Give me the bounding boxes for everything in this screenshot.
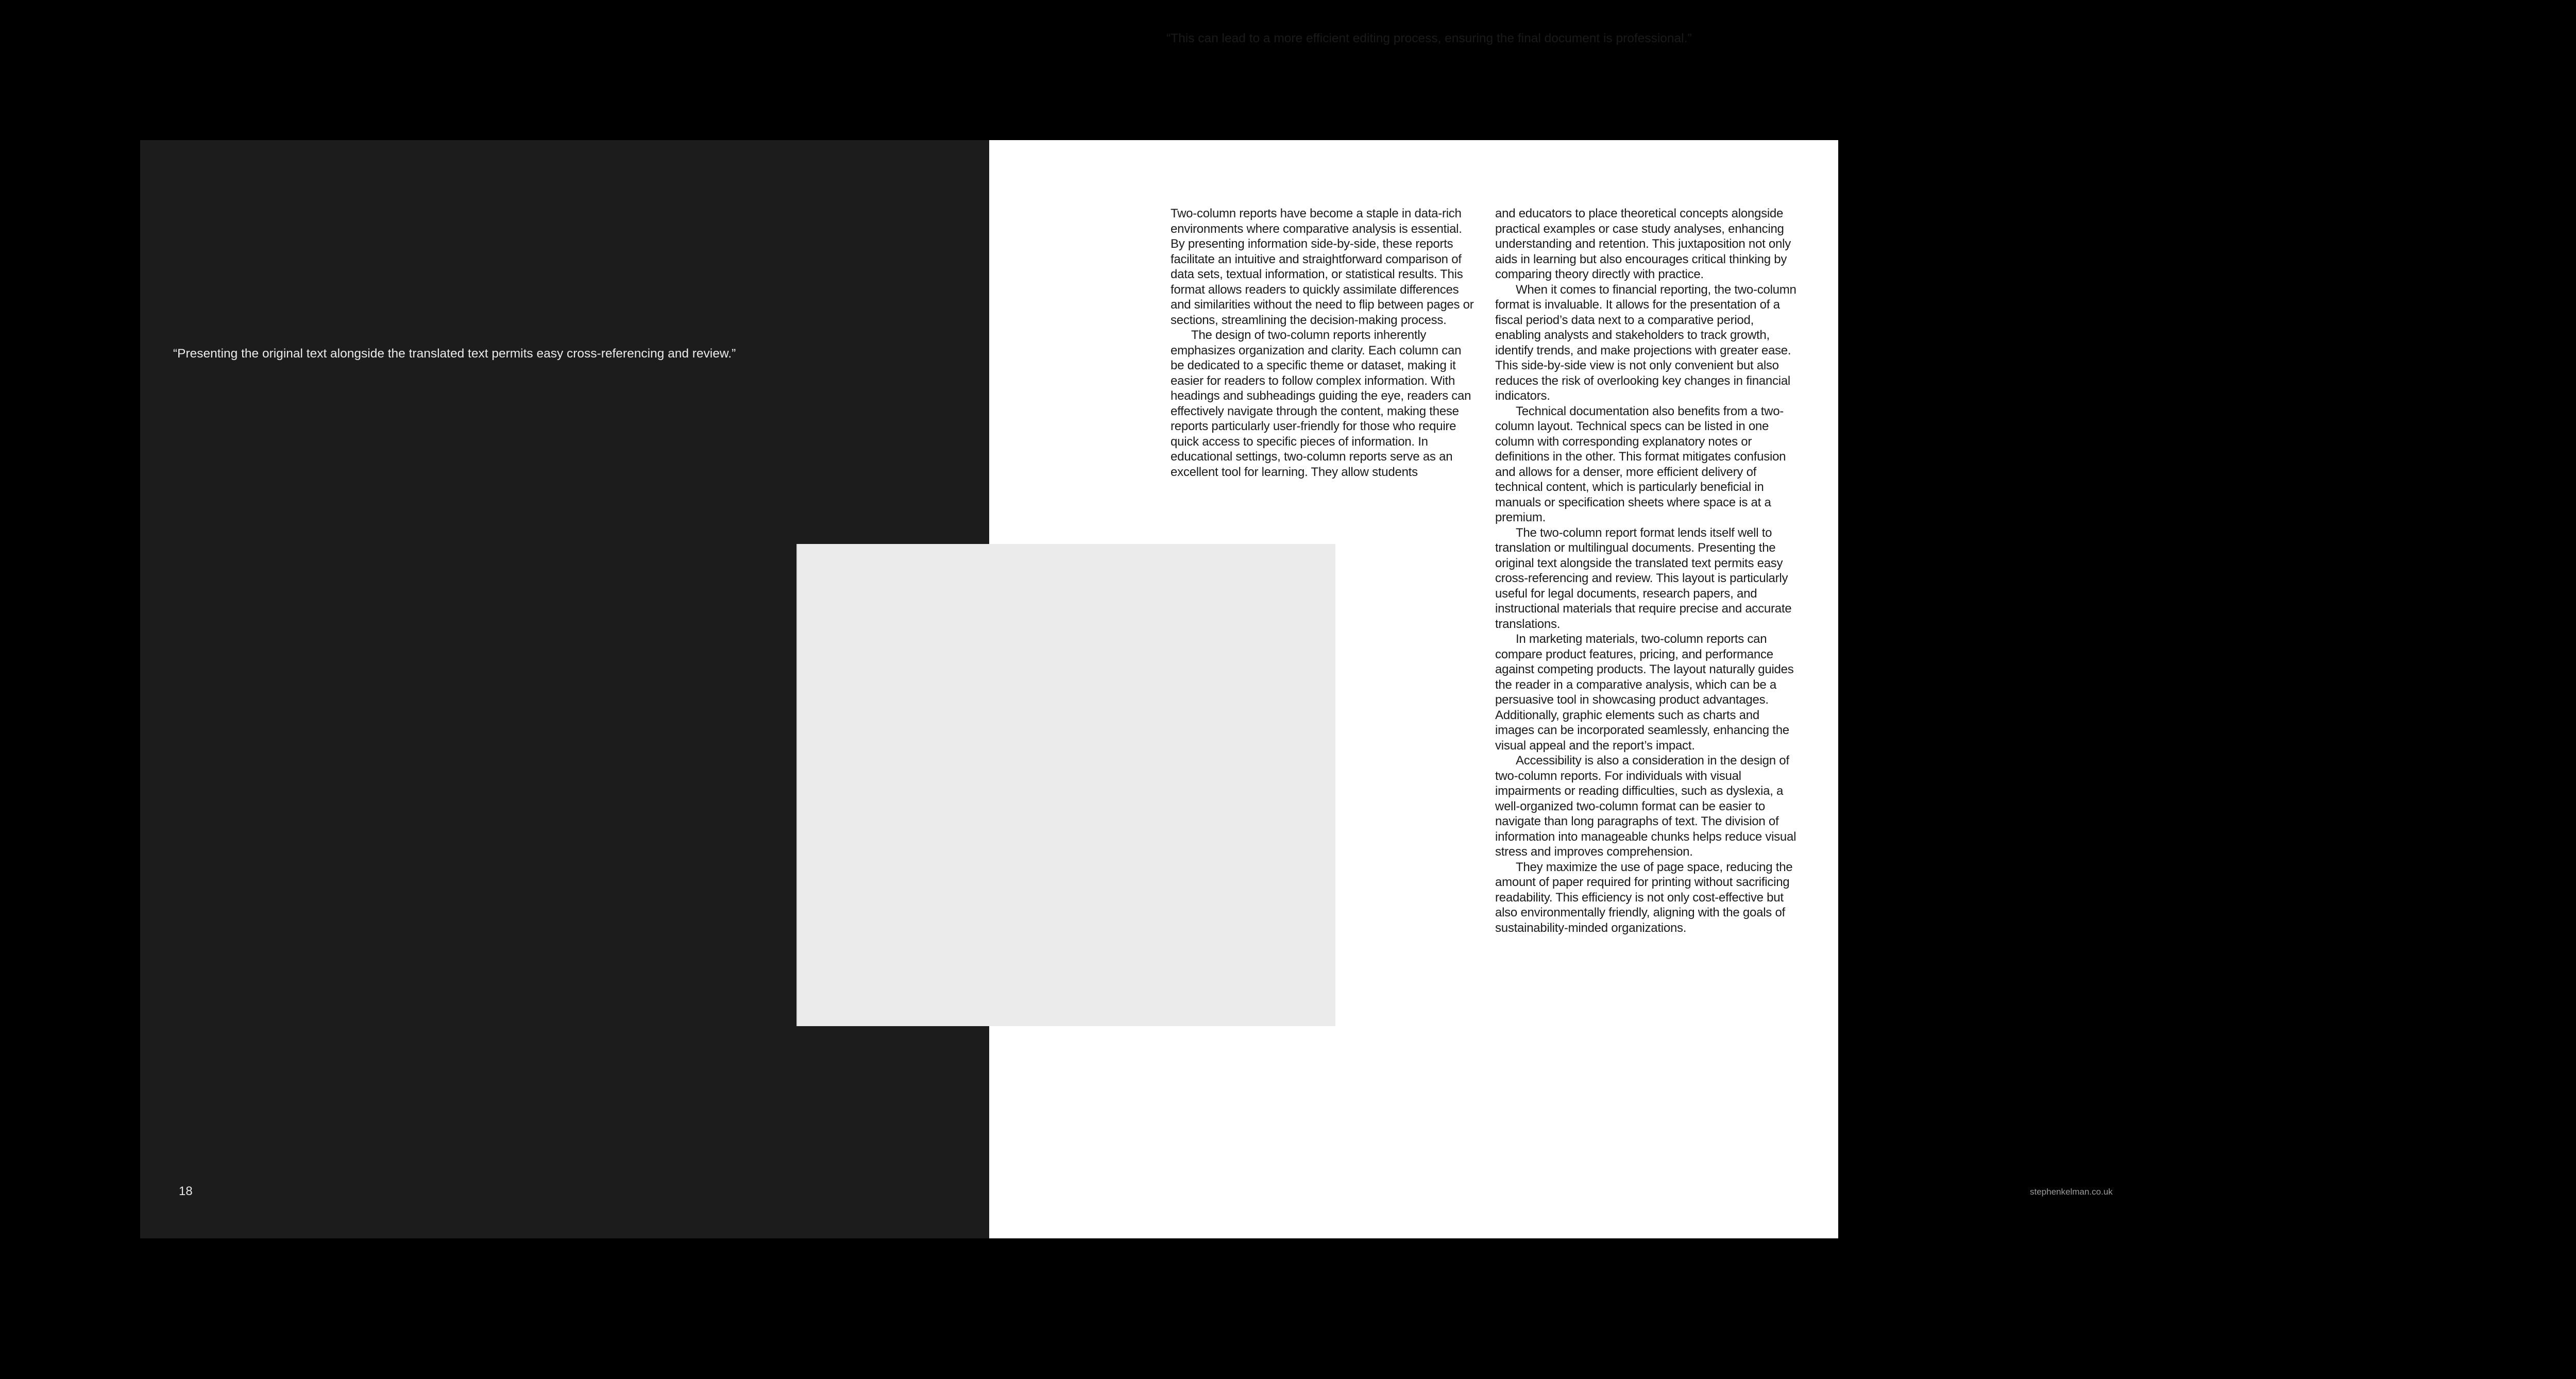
- paragraph: When it comes to financial reporting, the two-column format is invaluable. It allows for the presentation of a fiscal period’s data next to a comparative period, enabling analysts and stakeholders to track growth, identify trends, and make projections with greater ease. This side-by-side view is not only convenient but also reduces the risk of overlooking key changes in financial indicators.: [1495, 282, 1797, 403]
- paragraph: They maximize the use of page space, reducing the amount of paper required for printing without sacrificing readability. This efficiency is not only cost-effective but also environmentally friendly, aligning with the goals of sustainability-minded organizations.: [1495, 860, 1793, 935]
- body-column-2: [1495, 206, 1799, 935]
- page-number-left: 18: [179, 1184, 193, 1198]
- paragraph: and educators to place theoretical concepts alongside practical examples or case study analyses, enhancing understanding and retention. This juxtaposition not only aids in learning but also encourages critical thinking by comparing theory directly with practice.: [1495, 207, 1791, 281]
- paragraph: In marketing materials, two-column reports can compare product features, pricing, and performance against competing products. The layout naturally guides the reader in a comparative analysis, which can be a persuasive tool in showcasing product advantages. Additionally, graphic elements such as charts and images can be incorporated seamlessly, enhancing the visual appeal and the report’s impact.: [1495, 632, 1794, 753]
- paragraph: Accessibility is also a consideration in the design of two-column reports. For individuals with visual impairments or reading difficulties, such as dyslexia, a well-organized two-column format can be easier to navigate than long paragraphs of text. The division of information into manageable chunks helps reduce visual stress and improves comprehension.: [1495, 754, 1797, 859]
- website-footer: stephenkelman.co.uk: [2030, 1187, 2113, 1197]
- image-placeholder: [796, 544, 1335, 1026]
- paragraph: Technical documentation also benefits from a two-column layout. Technical specs can be listed in one column with corresponding explanatory notes or definitions in the other. This format mitigates confusion and allows for a denser, more efficient delivery of technical content, which is particularly beneficial in manuals or specification sheets where space is at a premium.: [1495, 404, 1786, 524]
- paragraph: The two-column report format lends itself well to translation or multilingual documents. Presenting the original text alongside the translated text permits easy cross-referencing and review. This layout is particularly useful for legal documents, research papers, and instructional materials that require precise and accurate translations.: [1495, 525, 1792, 631]
- pull-quote-right: “This can lead to a more efficient editing process, ensuring the final document is professional.”: [1166, 31, 1692, 45]
- paragraph: The design of two-column reports inherently emphasizes organization and clarity. Each column can be dedicated to a specific theme or dataset, making it easier for readers to follow complex information. With headings and subheadings guiding the eye, readers can effectively navigate through the content, making these reports particularly user-friendly for those who require quick access to specific pieces of information. In educational settings, two-column reports serve as an excellent tool for learning. They allow students: [1171, 328, 1471, 479]
- body-column-1: [1171, 206, 1475, 480]
- paragraph: Two-column reports have become a staple in data-rich environments where comparative analysis is essential. By presenting information side-by-side, these reports facilitate an intuitive and straightforward comparison of data sets, textual information, or statistical results. This format allows readers to quickly assimilate differences and similarities without the need to flip between pages or sections, streamlining the decision-making process.: [1171, 207, 1474, 327]
- pull-quote-left: “Presenting the original text alongside the translated text permits easy cross-referencing and review.”: [173, 347, 736, 361]
